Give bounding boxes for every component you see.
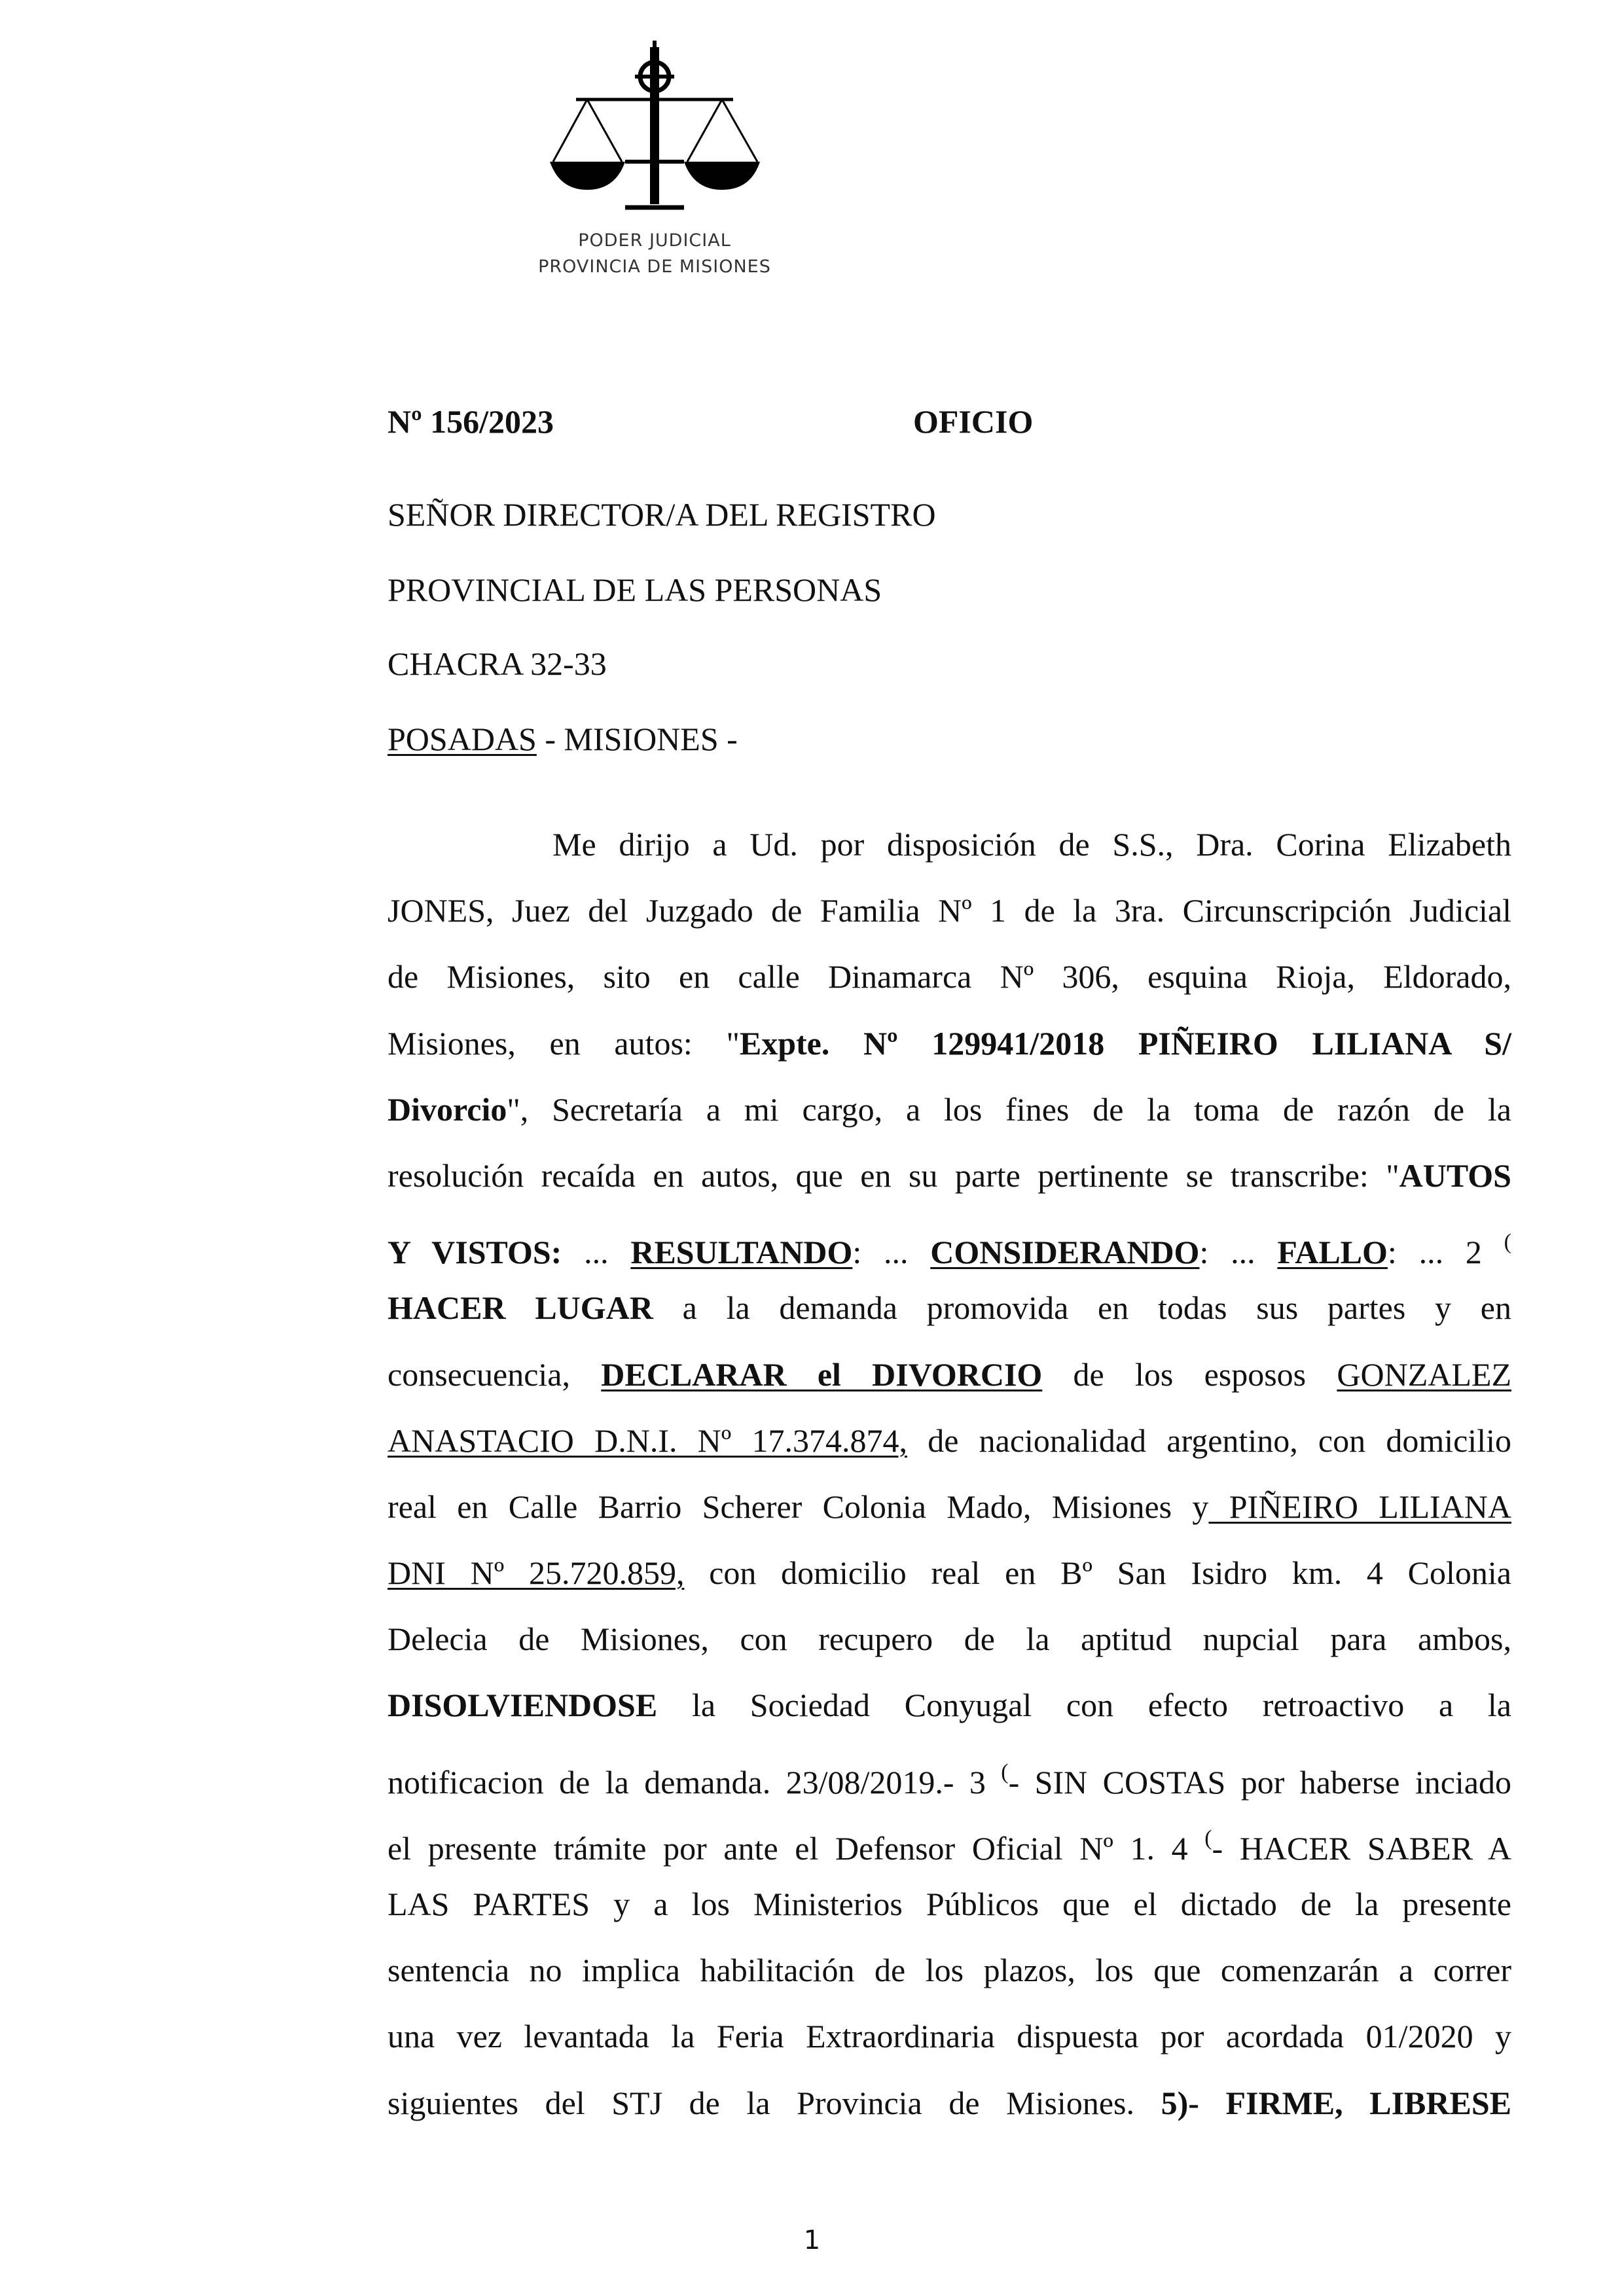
body-text: real en Calle Barrio Scherer Colonia Mado, Misiones y xyxy=(388,1488,1209,1525)
item-marker: ( xyxy=(1001,1759,1009,1784)
item-marker: - xyxy=(1008,1763,1020,1801)
ruling-heading: DECLARAR el DIVORCIO xyxy=(601,1355,1043,1393)
body-text: Delecia de Misiones, con recupero de la aptitud nupcial para ambos, xyxy=(388,1621,1511,1658)
body-line xyxy=(388,1805,1511,1871)
ruling-heading: RESULTANDO xyxy=(630,1234,853,1271)
addressee-line-2: PROVINCIAL DE LAS PERSONAS xyxy=(388,571,882,608)
addressee-province: - MISIONES - xyxy=(536,721,738,757)
body-text: notificacion de la demanda. 23/08/2019.- 3 xyxy=(388,1763,986,1801)
body-line xyxy=(388,1342,1511,1408)
body-line xyxy=(388,944,1511,1010)
body-line xyxy=(388,1077,1511,1143)
addressee-line-3: CHACRA 32-33 xyxy=(388,645,607,682)
ruling-heading: FALLO xyxy=(1277,1234,1388,1271)
ruling-heading: CONSIDERANDO xyxy=(930,1234,1200,1271)
ruling-heading: Y VISTOS: xyxy=(388,1234,562,1271)
body-text: sentencia no implica habilitación de los plazos, los que comenzarán a correr xyxy=(388,1952,1511,1989)
ruling-heading: AUTOS xyxy=(1399,1157,1511,1194)
logo-caption-line2: PROVINCIA DE MISIONES xyxy=(538,257,771,277)
party-name: ANASTACIO D.N.I. Nº 17.374.874, xyxy=(388,1422,908,1459)
item-marker: ( xyxy=(1204,1825,1212,1850)
body-text: LAS PARTES y a los Ministerios Públicos que el dictado de la presente xyxy=(388,1886,1511,1922)
body-text: consecuencia, xyxy=(388,1355,602,1393)
body-text: siguientes del STJ de la Provincia de Misiones. xyxy=(388,2084,1161,2121)
ruling-heading: DISOLVIENDOSE xyxy=(388,1687,658,1724)
body-text: : ... xyxy=(1199,1234,1278,1271)
body-line xyxy=(388,2070,1511,2136)
body-text: HACER SABER A xyxy=(1223,1829,1512,1867)
body-text: JONES, Juez del Juzgado de Familia Nº 1 de la 3ra. Circunscripción Judicial xyxy=(388,892,1511,929)
body-line xyxy=(388,1871,1511,1937)
body-line xyxy=(388,1275,1511,1341)
item-marker: - xyxy=(1212,1829,1223,1867)
addressee-city-line xyxy=(388,720,738,758)
body-text: SIN COSTAS por haberse inciado xyxy=(1019,1763,1511,1801)
body-line xyxy=(388,1474,1511,1540)
document-type: OFICIO xyxy=(913,403,1034,440)
body-text: : ... xyxy=(852,1234,931,1271)
addressee-line-1: SEÑOR DIRECTOR/A DEL REGISTRO xyxy=(388,496,936,533)
body-text: la Sociedad Conyugal con efecto retroactivo a la xyxy=(657,1687,1511,1724)
body-line xyxy=(388,1672,1511,1738)
judicial-logo xyxy=(511,41,799,289)
body-text: con domicilio real en Bº San Isidro km. 4 Colonia xyxy=(684,1554,1511,1592)
body-text: ... xyxy=(562,1234,631,1271)
party-name: GONZALEZ xyxy=(1337,1355,1511,1393)
body-line xyxy=(388,1209,1511,1275)
body-text: de nacionalidad argentino, con domicilio xyxy=(907,1422,1511,1459)
body-text: una vez levantada la Feria Extraordinaria dispuesta por acordada 01/2020 y xyxy=(388,2018,1511,2055)
party-name: PIÑEIRO LILIANA xyxy=(1208,1488,1511,1525)
addressee-city: POSADAS xyxy=(388,721,537,757)
letter-body xyxy=(388,812,1511,2136)
body-line xyxy=(388,1540,1511,1606)
body-line xyxy=(388,1937,1511,2003)
body-line xyxy=(388,878,1511,944)
ruling-heading: HACER LUGAR xyxy=(388,1289,653,1327)
logo-caption-line1: PODER JUDICIAL xyxy=(578,230,731,251)
body-line xyxy=(388,812,1511,878)
item-marker: ( xyxy=(1504,1230,1511,1255)
document-number: Nº 156/2023 xyxy=(388,403,554,440)
body-text: resolución recaída en autos, que en su parte pertinente se transcribe: " xyxy=(388,1157,1399,1194)
body-line xyxy=(388,1408,1511,1474)
case-reference: Expte. Nº 129941/2018 PIÑEIRO LILIANA S/ xyxy=(739,1024,1511,1062)
body-text: ", Secretaría a mi cargo, a los fines de la toma de razón de la xyxy=(507,1090,1511,1128)
body-line xyxy=(388,1739,1511,1805)
body-text: : ... 2 xyxy=(1387,1234,1482,1271)
party-name: DNI Nº 25.720.859, xyxy=(388,1554,685,1592)
body-text: Me dirijo a Ud. por disposición de S.S., Dra. Corina Elizabeth xyxy=(552,826,1511,863)
body-line xyxy=(388,1011,1511,1077)
body-text: Misiones, en autos: " xyxy=(388,1024,740,1062)
body-text: de Misiones, sito en calle Dinamarca Nº 306, esquina Rioja, Eldorado, xyxy=(388,958,1511,996)
body-text: de los esposos xyxy=(1042,1355,1337,1393)
body-line xyxy=(388,2003,1511,2070)
page-number: 1 xyxy=(803,2225,821,2255)
body-text: el presente trámite por ante el Defensor Oficial Nº 1. 4 xyxy=(388,1829,1188,1867)
ruling-heading: 5)- FIRME, LIBRESE xyxy=(1161,2084,1511,2121)
body-line xyxy=(388,1606,1511,1672)
body-text: a la demanda promovida en todas sus partes y en xyxy=(653,1289,1511,1327)
body-line xyxy=(388,1143,1511,1209)
scales-of-justice-icon xyxy=(547,41,763,237)
case-type: Divorcio xyxy=(388,1090,507,1128)
